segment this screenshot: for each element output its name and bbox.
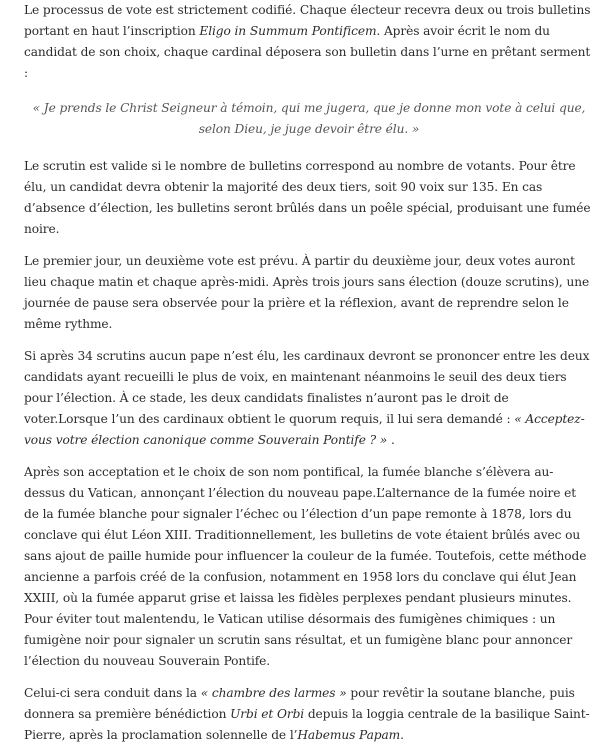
text: Celui-ci sera conduit dans la (24, 686, 201, 700)
paragraph-runoff (24, 346, 594, 451)
oath-quote: « Je prends le Christ Seigneur à témoin, qui me jugera, que je donne mon vote à celui que, selon Dieu, je juge devoir être élu. » (32, 101, 586, 136)
habemus-papam: Habemus Papam (297, 728, 401, 742)
text: . (400, 728, 404, 742)
paragraph-blessing (24, 683, 594, 746)
paragraph-validity: Le scrutin est valide si le nombre de bulletins correspond au nombre de votants. Pour être élu, un candidat devra obtenir la majorité des deux tiers, soit 90 voix sur 135. En cas d’absence d’élection, les bulletins seront brûlés dans un poêle spécial, produisant une fumée noire. (24, 159, 591, 236)
text: depuis la loggia centrale de la basilique Saint-Pierre, après la proclamation solennelle de l’ (24, 707, 590, 742)
urbi-et-orbi: Urbi et Orbi (230, 707, 305, 721)
acceptance-question: « Acceptez-vous votre élection canonique comme Souverain Pontife ? » (24, 412, 585, 447)
text: . Après avoir écrit le nom du candidat de son choix, chaque cardinal déposera son bulletin dans l’urne en prêtant serment : (24, 24, 591, 80)
text: pour revêtir la soutane blanche, puis donnera sa première bénédiction (24, 686, 575, 721)
text: Le processus de vote est strictement codifié. Chaque électeur recevra deux ou trois bulletins portant en haut l’inscription (24, 3, 591, 38)
room-of-tears: « chambre des larmes » (200, 686, 347, 700)
paragraph-schedule: Le premier jour, un deuxième vote est prévu. À partir du deuxième jour, deux votes auront lieu chaque matin et chaque après-midi. Après trois jours sans élection (douze scrutins), une journée de pause sera observée pour la prière et la réflexion, avant de reprendre selon le même rythme. (24, 254, 590, 331)
ballot-inscription: Eligo in Summum Pontificem (199, 24, 377, 38)
paragraph-voting-process (24, 0, 594, 84)
paragraph-smoke: Après son acceptation et le choix de son nom pontifical, la fumée blanche s’élèvera au-dessus du Vatican, annonçant l’élection du nouveau pape.L’alternance de la fumée noire et de la fumée blanche pour signaler l’échec ou l’élection d’un pape remonte à 1878, lors du conclave qui élut Léon XIII. Traditionnellement, les bulletins de vote étaient brûlés avec ou sans ajout de paille humide pour influencer la couleur de la fumée. Toutefois, cette méthode ancienne a parfois créé de la confusion, notamment en 1958 lors du conclave qui élut Jean XXIII, où la fumée apparut grise et laissa les fidèles perplexes pendant plusieurs minutes. Pour éviter tout malentendu, le Vatican utilise désormais des fumigènes chimiques : un fumigène noir pour signaler un scrutin sans résultat, et un fumigène blanc pour annoncer l’élection du nouveau Souverain Pontife. (24, 465, 587, 668)
text: Si après 34 scrutins aucun pape n’est élu, les cardinaux devront se prononcer entre les deux candidats ayant recueilli le plus de voix, en maintenant néanmoins le seuil des deux tiers pour l’élection. À ce stade, les deux candidats finalistes n’auront pas le droit de voter.Lorsque l’un des cardinaux obtient le quorum requis, il lui sera demandé : (24, 349, 590, 426)
text: . (387, 433, 395, 447)
